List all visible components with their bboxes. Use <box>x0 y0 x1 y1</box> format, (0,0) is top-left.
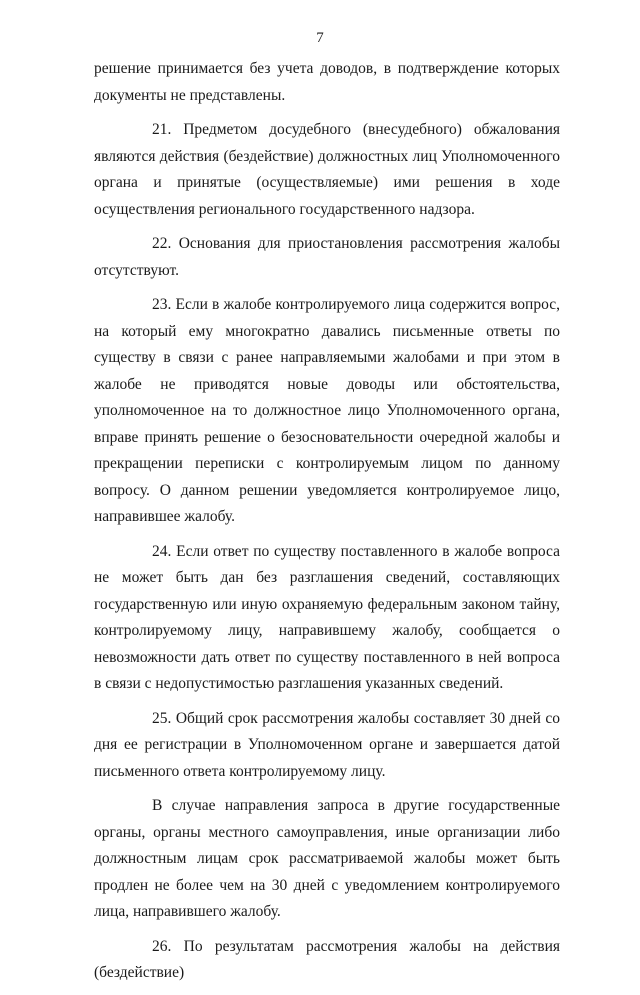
paragraph-21: 21. Предметом досудебного (внесудебного) обжалования являются действия (бездействие) должностных лиц Уполномоченного органа и принятые (осуществляемые) ими решения в ходе осуществления регионального государственного надзора. <box>94 121 560 218</box>
paragraph-25-extension: В случае направления запроса в другие государственные органы, органы местного самоуправления, иные организации либо должностным лицам срок рассматриваемой жалобы может быть продлен не более чем на 30 дней с уведомлением контролируемого лица, направившего жалобу. <box>94 797 560 920</box>
page-number: 7 <box>316 30 324 46</box>
paragraph-22: 22. Основания для приостановления рассмотрения жалобы отсутствуют. <box>94 235 560 279</box>
paragraph-26: 26. По результатам рассмотрения жалобы на действия (бездействие) <box>94 937 560 981</box>
paragraph-24: 24. Если ответ по существу поставленного в жалобе вопроса не может быть дан без разглашения сведений, составляющих государственную или иную охраняемую федеральным законом тайну, контролируемому лицу, направившему жалобу, сообщается о невозможности дать ответ по существу поставленного в ней вопроса в связи с недопустимостью разглашения указанных сведений. <box>94 542 560 692</box>
document-body <box>94 56 560 995</box>
paragraph-continuation: решение принимается без учета доводов, в подтверждение которых документы не представлены. <box>94 60 560 104</box>
paragraph-25: 25. Общий срок рассмотрения жалобы составляет 30 дней со дня ее регистрации в Уполномоченном органе и завершается датой письменного ответа контролируемому лицу. <box>94 709 560 780</box>
paragraph-23: 23. Если в жалобе контролируемого лица содержится вопрос, на который ему многократно давались письменные ответы по существу в связи с ранее направляемыми жалобами и при этом в жалобе не приводятся новые доводы или обстоятельства, уполномоченное на то должностное лицо Уполномоченного органа, вправе принять решение о безосновательности очередной жалобы и прекращении переписки с контролируемым лицом по данному вопросу. О данном решении уведомляется контролируемое лицо, направившее жалобу. <box>94 296 560 525</box>
